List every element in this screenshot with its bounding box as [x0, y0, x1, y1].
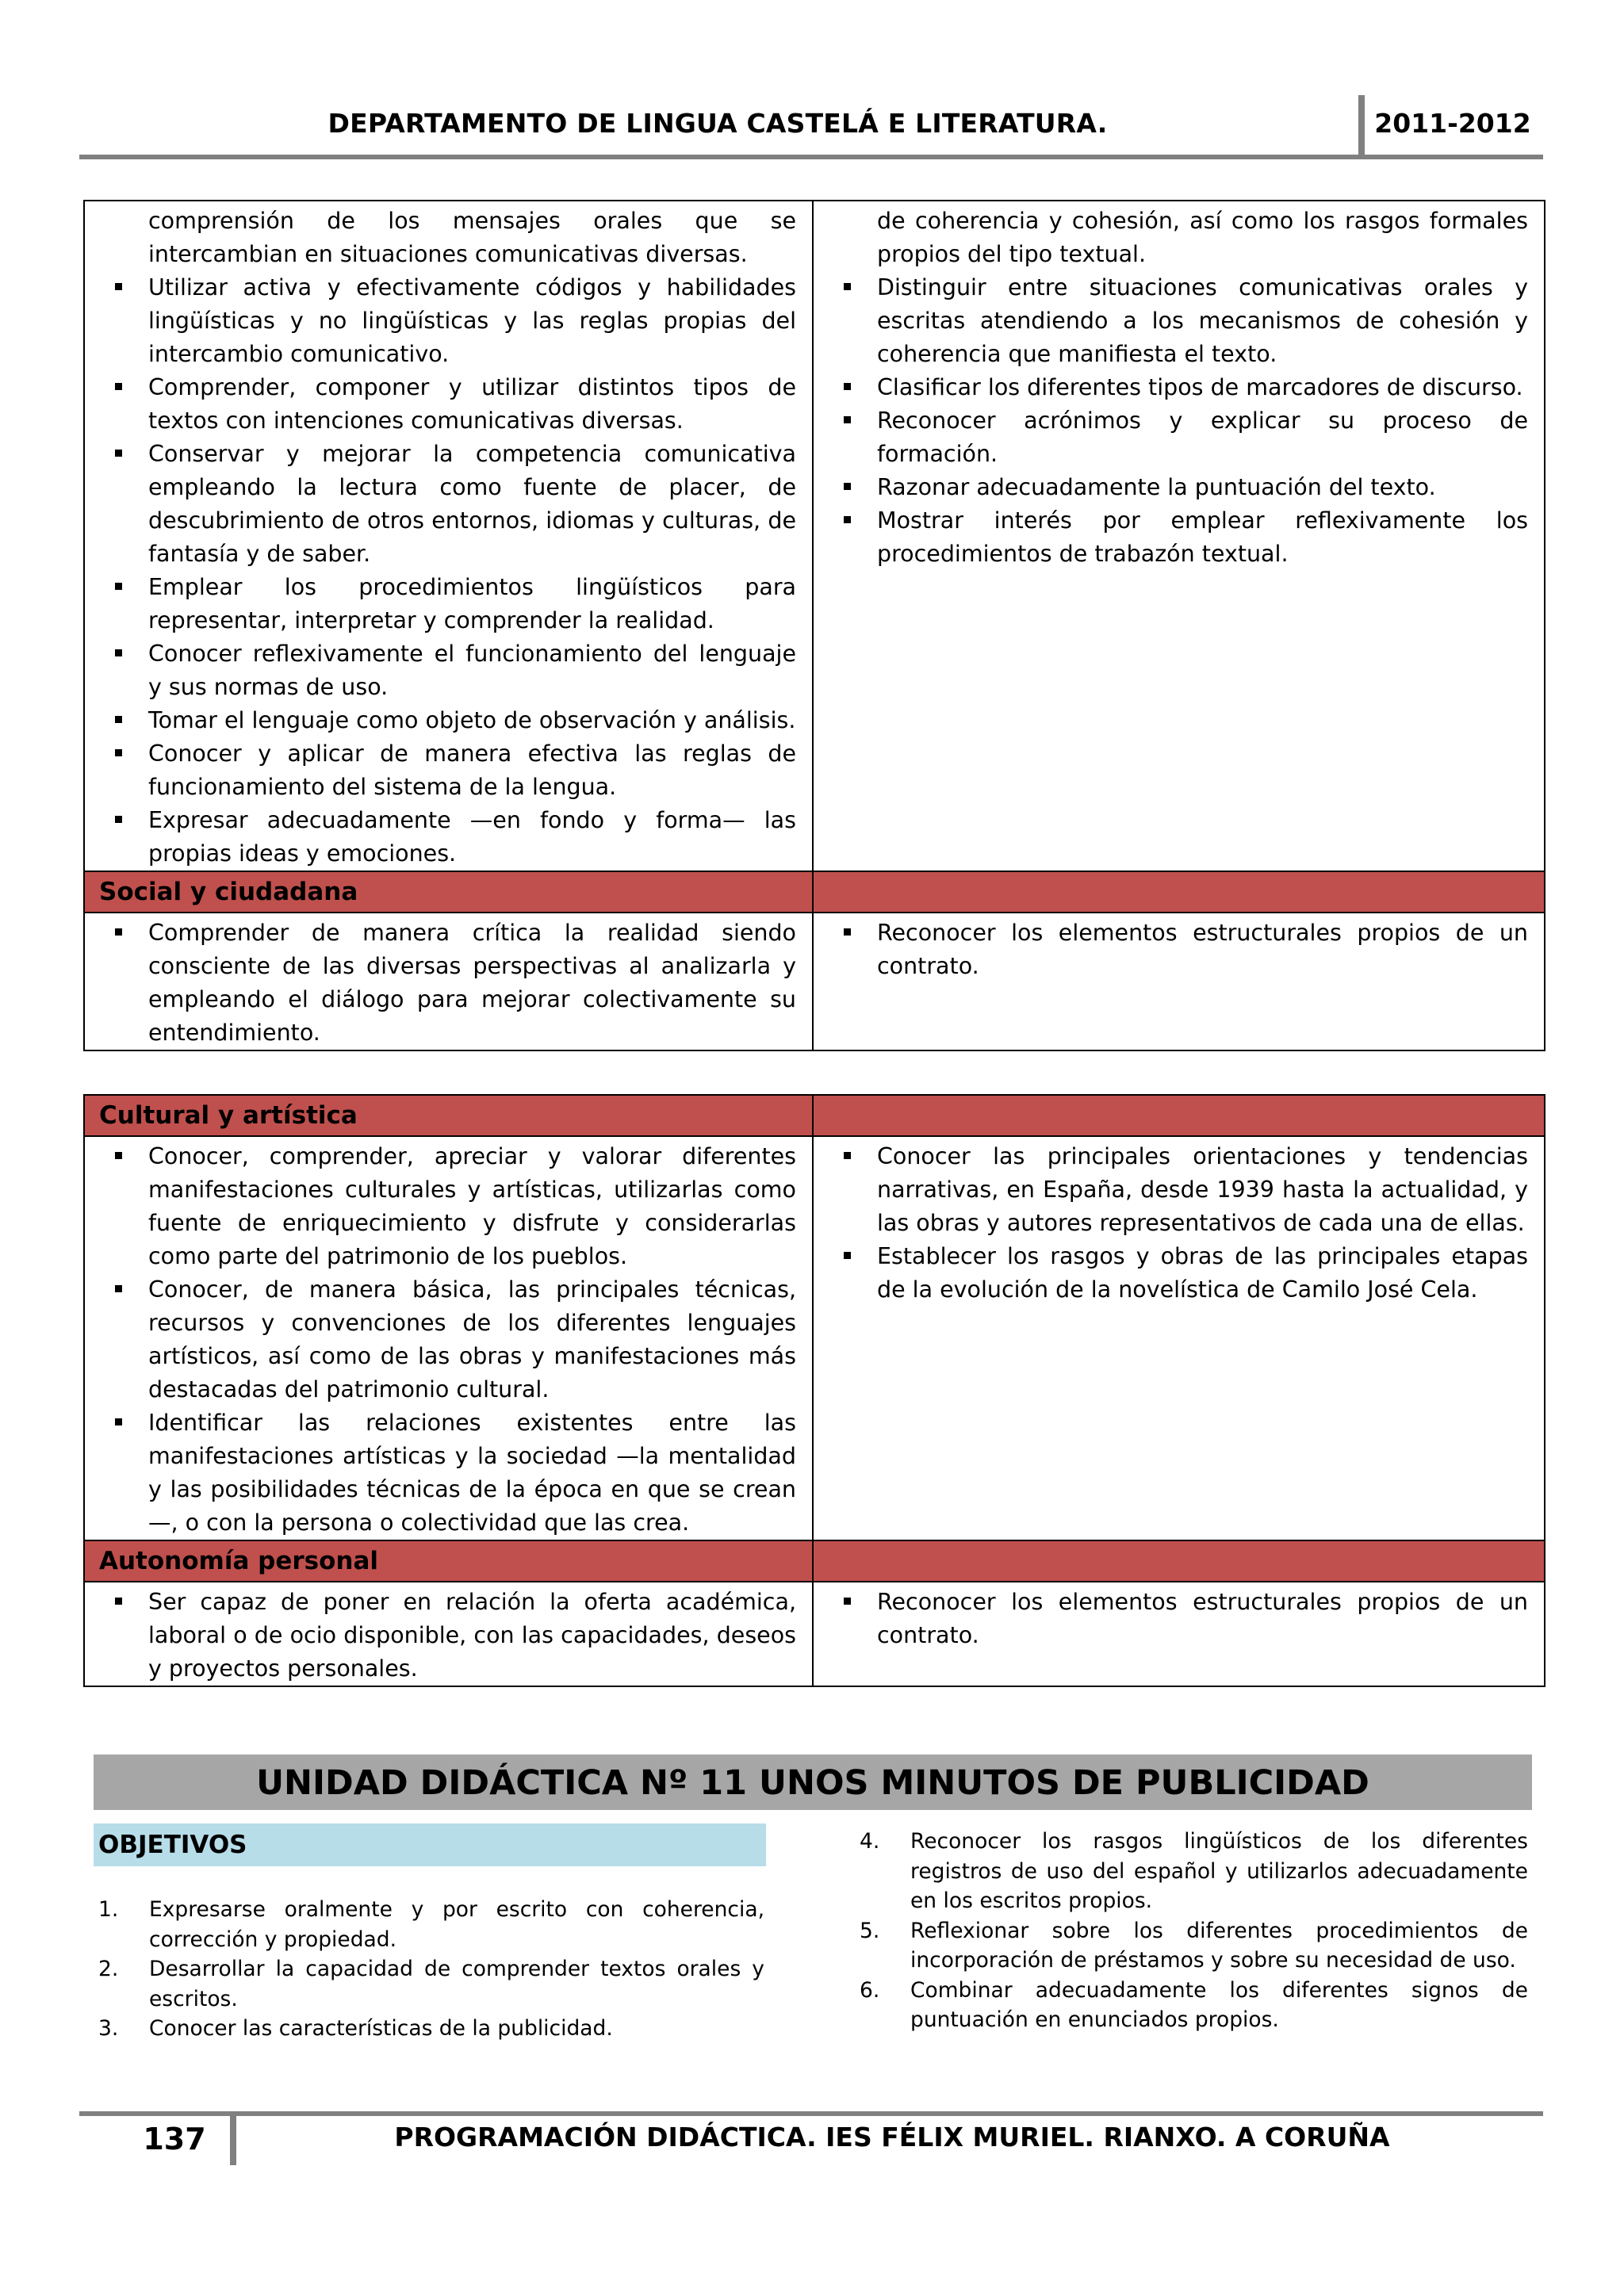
list-item: Reconocer los elementos estructurales propios de un contrato. [828, 1586, 1528, 1652]
list-item: de coherencia y cohesión, así como los rasgos formales propios del tipo textual. [877, 208, 1528, 267]
list-item: Identificar las relaciones existentes entre las manifestaciones artísticas y la sociedad —la mentalidad y las posibilidades técnicas de la época en que se crean—, o con la persona o colectividad que las crea. [99, 1406, 796, 1540]
header-title: DEPARTAMENTO DE LINGUA CASTELÁ E LITERATURA. [327, 108, 1108, 139]
right-cell [813, 1136, 1545, 1540]
right-cell [813, 913, 1545, 1050]
objectives-list-right [860, 1827, 1528, 2035]
list-item: Conocer reflexivamente el funcionamiento del lenguaje y sus normas de uso. [99, 637, 796, 704]
item-text: Expresarse oralmente y por escrito con coherencia, corrección y propiedad. [149, 1897, 764, 1952]
category-empty-cell [813, 871, 1545, 913]
header-rule [79, 155, 1543, 159]
list-item: Conocer las principales orientaciones y tendencias narrativas, en España, desde 1939 hasta la actualidad, y las obras y autores representativos de cada una de ellas. [828, 1140, 1528, 1240]
objectives-list-left [98, 1895, 764, 2044]
unit-title-banner: UNIDAD DIDÁCTICA Nº 11 UNOS MINUTOS DE PUBLICIDAD [94, 1755, 1532, 1810]
list-item: Conocer, comprender, apreciar y valorar diferentes manifestaciones culturales y artísticas, utilizarlas como fuente de enriquecimiento y disfrute y considerarlas como parte del patrimonio de los pueblos. [99, 1140, 796, 1273]
page-number: 137 [143, 2122, 206, 2156]
list-item: Reconocer acrónimos y explicar su proceso de formación. [828, 404, 1528, 471]
list-item: Expresar adecuadamente —en fondo y forma— las propias ideas y emociones. [99, 804, 796, 871]
category-row [84, 871, 1545, 913]
left-cell [84, 1136, 813, 1540]
list-item: comprensión de los mensajes orales que se intercambian en situaciones comunicativas diversas. [148, 208, 796, 267]
category-empty-cell [813, 1540, 1545, 1582]
item-number: 2. [98, 1957, 119, 1981]
item-number: 1. [98, 1897, 119, 1922]
header-year: 2011-2012 [1374, 108, 1531, 139]
list-item: Conocer y aplicar de manera efectiva las reglas de funcionamiento del sistema de la lengua. [99, 737, 796, 804]
list-item: Establecer los rasgos y obras de las principales etapas de la evolución de la novelística de Camilo José Cela. [828, 1240, 1528, 1307]
footer-divider [230, 2111, 236, 2165]
item-number: 5. [860, 1918, 880, 1943]
list-item: Comprender de manera crítica la realidad siendo consciente de las diversas perspectivas al analizarla y empleando el diálogo para mejorar colectivamente su entendimiento. [99, 916, 796, 1050]
list-item: Reconocer los elementos estructurales propios de un contrato. [828, 916, 1528, 983]
category-row [84, 1095, 1545, 1136]
left-cell [84, 201, 813, 871]
category-row [84, 1540, 1545, 1582]
table-row [84, 913, 1545, 1050]
list-item: Emplear los procedimientos lingüísticos para representar, interpretar y comprender la realidad. [99, 571, 796, 637]
item-number: 3. [98, 2016, 119, 2041]
list-item [98, 2014, 764, 2044]
right-cell [813, 201, 1545, 871]
footer-rule [79, 2111, 1543, 2116]
list-item [860, 1976, 1528, 2035]
item-number: 4. [860, 1829, 880, 1854]
table-row [84, 1136, 1545, 1540]
list-item: Mostrar interés por emplear reflexivamente los procedimientos de trabazón textual. [828, 504, 1528, 571]
list-item [860, 1916, 1528, 1976]
left-cell [84, 913, 813, 1050]
category-empty-cell [813, 1095, 1545, 1136]
list-item: Conservar y mejorar la competencia comunicativa empleando la lectura como fuente de placer, de descubrimiento de otros entornos, idiomas y culturas, de fantasía y de saber. [99, 438, 796, 571]
category-heading: Social y ciudadana [84, 871, 813, 913]
item-text: Reflexionar sobre los diferentes procedimientos de incorporación de préstamos y sobre su necesidad de uso. [910, 1918, 1528, 1973]
list-item: Distinguir entre situaciones comunicativas orales y escritas atendiendo a los mecanismos de cohesión y coherencia que manifiesta el texto. [828, 271, 1528, 371]
item-text: Desarrollar la capacidad de comprender textos orales y escritos. [149, 1957, 764, 2011]
competencias-table-2 [83, 1094, 1545, 1687]
list-item: Conocer, de manera básica, las principales técnicas, recursos y convenciones de los diferentes lenguajes artísticos, así como de las obras y manifestaciones más destacadas del patrimonio cultural. [99, 1273, 796, 1406]
category-heading: Cultural y artística [84, 1095, 813, 1136]
competencias-table-1 [83, 200, 1545, 1051]
header-divider [1358, 95, 1365, 157]
list-item [860, 1827, 1528, 1916]
list-item: Razonar adecuadamente la puntuación del texto. [828, 471, 1528, 504]
item-text: Conocer las características de la publicidad. [149, 2016, 613, 2041]
table-row [84, 201, 1545, 871]
table-row [84, 1582, 1545, 1686]
list-item: Clasificar los diferentes tipos de marcadores de discurso. [828, 371, 1528, 404]
list-item: Tomar el lenguaje como objeto de observación y análisis. [99, 704, 796, 737]
item-text: Reconocer los rasgos lingüísticos de los diferentes registros de uso del español y utilizarlos adecuadamente en los escritos propios. [910, 1829, 1528, 1913]
category-heading: Autonomía personal [84, 1540, 813, 1582]
item-text: Combinar adecuadamente los diferentes signos de puntuación en enunciados propios. [910, 1977, 1528, 2032]
item-number: 6. [860, 1977, 880, 2003]
list-item [98, 1954, 764, 2014]
list-item: Comprender, componer y utilizar distintos tipos de textos con intenciones comunicativas diversas. [99, 371, 796, 438]
right-cell [813, 1582, 1545, 1686]
objectives-heading: OBJETIVOS [94, 1823, 766, 1866]
footer-text: PROGRAMACIÓN DIDÁCTICA. IES FÉLIX MURIEL. RIANXO. A CORUÑA [394, 2122, 1390, 2152]
left-cell [84, 1582, 813, 1686]
list-item [98, 1895, 764, 1954]
list-item: Ser capaz de poner en relación la oferta académica, laboral o de ocio disponible, con las capacidades, deseos y proyectos personales. [99, 1586, 796, 1686]
list-item: Utilizar activa y efectivamente códigos y habilidades lingüísticas y no lingüísticas y las reglas propias del intercambio comunicativo. [99, 271, 796, 371]
